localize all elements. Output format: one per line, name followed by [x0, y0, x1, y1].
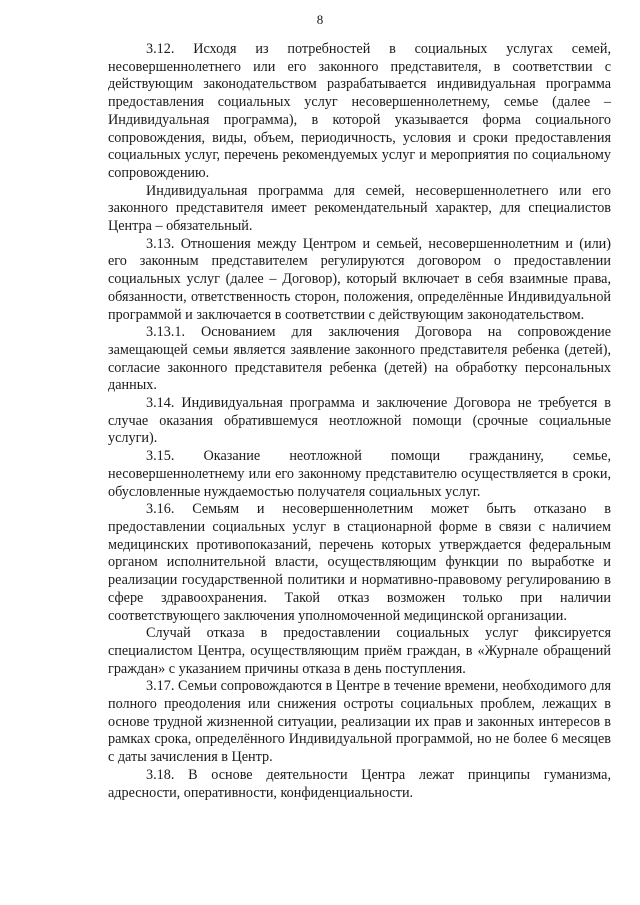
paragraph-3-14: 3.14. Индивидуальная программа и заключение Договора не требуется в случае оказания обратившемуся неотложной помощи (срочные социальные услуги).	[108, 395, 611, 447]
paragraph-3-12: 3.12. Исходя из потребностей в социальных услугах семей, несовершеннолетнего или его законного представителя, в соответствии с действующим законодательством разрабатывается индивидуальная программа предоставления социальных услуг несовершеннолетнему, семье (далее – Индивидуальная программа), в которой указывается форма социального сопровождения, виды, объем, периодичность, условия и сроки предоставления социальных услуг, перечень рекомендуемых услуг и мероприятия по социальному сопровождению.	[108, 41, 611, 181]
paragraph-3-13: 3.13. Отношения между Центром и семьей, несовершеннолетним и (или) его законным представителем регулируются договором о предоставлении социальных услуг (далее – Договор), который включает в себя взаимные права, обязанности, ответственность сторон, положения, определённые Индивидуальной программой и заключается в соответствии с действующим законодательством.	[108, 235, 611, 323]
paragraph-3-15: 3.15. Оказание неотложной помощи гражданину, семье, несовершеннолетнему или его законному представителю осуществляется в сроки, обусловленные нуждаемостью получателя социальных услуг.	[108, 448, 611, 500]
document-body	[108, 41, 611, 802]
paragraph-3-17: 3.17. Семьи сопровождаются в Центре в течение времени, необходимого для полного преодоления или снижения остроты социальных проблем, лежащих в основе трудной жизненной ситуации, реализации их прав и законных интересов в рамках срока, определённого Индивидуальной программой, но не более 6 месяцев с даты зачисления в Центр.	[108, 678, 611, 766]
page-number: 8	[316, 12, 324, 27]
paragraph-3-18: 3.18. В основе деятельности Центра лежат принципы гуманизма, адресности, оперативности, конфиденциальности.	[108, 766, 611, 801]
paragraph-refusal-case: Случай отказа в предоставлении социальных услуг фиксируется специалистом Центра, осуществляющим приём граждан, в «Журнале обращений граждан» с указанием причины отказа в день поступления.	[108, 625, 611, 677]
paragraph-individual-program: Индивидуальная программа для семей, несовершеннолетнего или его законного представителя имеет рекомендательный характер, для специалистов Центра – обязательный.	[108, 182, 611, 235]
paragraph-3-13-1: 3.13.1. Основанием для заключения Договора на сопровождение замещающей семьи является заявление законного представителя ребенка (детей), согласие законного представителя ребенка (детей) на обработку персональных данных.	[108, 324, 611, 394]
paragraph-3-16: 3.16. Семьям и несовершеннолетним может быть отказано в предоставлении социальных услуг в стационарной форме в связи с наличием медицинских противопоказаний, перечень которых утверждается федеральным органом исполнительной власти, осуществляющим функции по выработке и реализации государственной политики и нормативно-правовому регулированию в сфере здравоохранения. Такой отказ возможен только при наличии соответствующего заключения уполномоченной медицинской организации.	[108, 501, 611, 624]
